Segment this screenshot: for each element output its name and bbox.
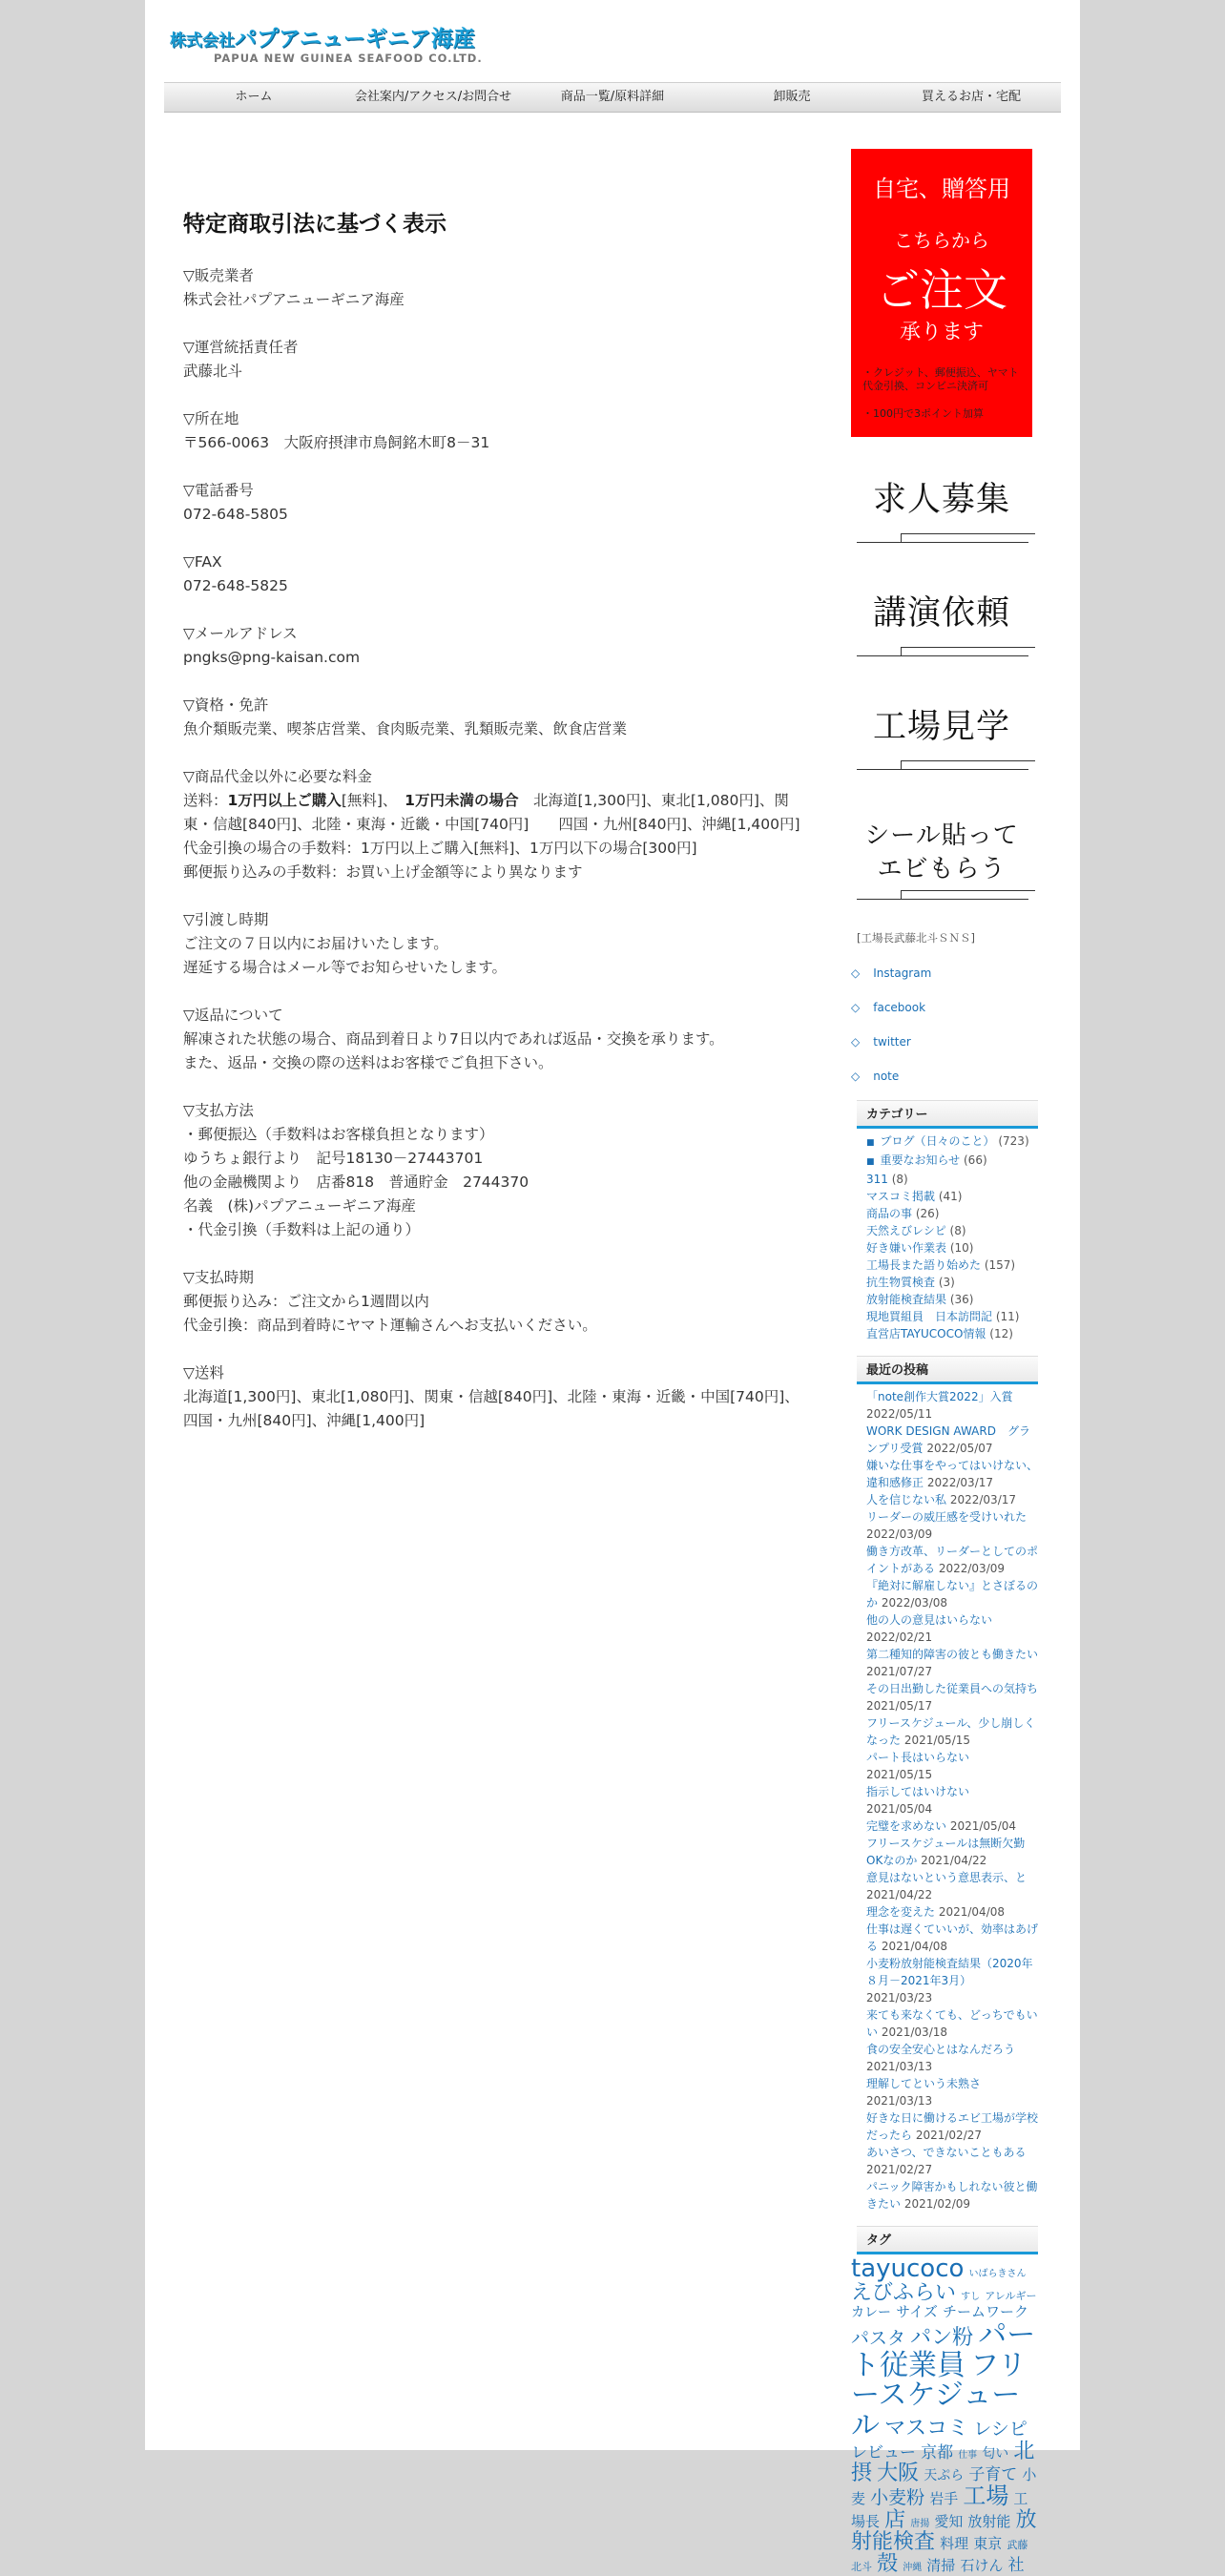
recent-posts-title: 最近の投稿 xyxy=(857,1356,1038,1384)
logo-english: PAPUA NEW GUINEA SEAFOOD CO.LTD. xyxy=(214,52,483,65)
tag-link[interactable]: 沖縄 xyxy=(903,2562,923,2573)
tag-link[interactable]: 小麦粉 xyxy=(870,2487,925,2509)
tag-link[interactable]: 料理 xyxy=(940,2534,969,2552)
recent-post-link[interactable]: 働き方改革、リーダーとしてのポイントがある xyxy=(866,1545,1039,1575)
section-heading: ▽送料 xyxy=(183,1364,224,1381)
tag-link[interactable]: サイズ xyxy=(896,2303,938,2321)
recent-post-link[interactable]: 仕事は遅くていいが、効率はあげる xyxy=(866,1922,1039,1953)
section-heading: ▽所在地 xyxy=(183,410,239,427)
shipping-fee-text xyxy=(183,789,803,837)
category-link[interactable]: 重要なお知らせ xyxy=(880,1153,961,1167)
banner-underline-decoration xyxy=(857,899,1028,900)
recent-post-item xyxy=(866,1646,1038,1680)
category-count: (41) xyxy=(938,1190,963,1203)
law-section xyxy=(183,765,803,884)
categories-title: カテゴリー xyxy=(857,1100,1038,1129)
tag-link[interactable]: 社 xyxy=(1007,2555,1025,2575)
category-link[interactable]: ブログ（日々のこと） xyxy=(880,1134,995,1148)
section-text: 北海道[1,300円]、東北[1,080円]、関東・信越[840円]、北陸・東海・近畿・中国[740円]、四国・九州[840円]、沖縄[1,400円] xyxy=(183,1388,799,1429)
section-line: 代金引換：商品到着時にヤマト運輸さんへお支払いください。 xyxy=(183,1317,597,1334)
section-line: 株式会社パプアニューギニア海産 xyxy=(183,291,405,308)
category-item xyxy=(866,1239,1038,1257)
recent-post-date: 2021/03/23 xyxy=(866,1991,933,2005)
recent-post-date: 2021/04/08 xyxy=(881,1940,948,1953)
tag-link[interactable]: 東京 xyxy=(973,2534,1003,2552)
diamond-bullet-icon: ◇ xyxy=(851,966,861,980)
recent-post-item xyxy=(866,1577,1038,1611)
category-link[interactable]: 天然えびレシピ xyxy=(866,1224,946,1237)
law-section xyxy=(183,264,803,312)
section-line: 072-648-5805 xyxy=(183,506,288,523)
recent-post-date: 2021/03/13 xyxy=(866,2060,933,2073)
recent-post-item xyxy=(866,1680,1038,1714)
category-link[interactable]: 311 xyxy=(866,1173,888,1186)
tag-cloud xyxy=(851,2256,1038,2575)
recent-post-link[interactable]: リーダーの威圧感を受けいれた xyxy=(866,1510,1028,1524)
section-heading: ▽資格・免許 xyxy=(183,696,269,714)
category-count: (12) xyxy=(989,1327,1013,1340)
category-item xyxy=(866,1132,1038,1152)
recent-post-date: 2022/03/09 xyxy=(938,1562,1006,1575)
law-section xyxy=(183,1361,803,1433)
recent-post-date: 2021/03/13 xyxy=(866,2094,933,2108)
tag-link[interactable]: フリースケジュール xyxy=(851,2348,1027,2442)
sticker-banner[interactable] xyxy=(851,820,1032,896)
recent-post-item xyxy=(866,2109,1038,2144)
law-section xyxy=(183,622,803,670)
recent-post-link[interactable]: パニック障害かもしれない彼と働きたい xyxy=(866,2180,1038,2211)
law-sections xyxy=(183,264,803,1433)
tag-link[interactable]: パート従業員 xyxy=(851,2318,1036,2382)
sns-note-link[interactable] xyxy=(851,1070,1042,1083)
section-heading: ▽返品について xyxy=(183,1007,283,1024)
diamond-bullet-icon: ◇ xyxy=(851,1035,861,1049)
recent-post-item xyxy=(866,1714,1038,1749)
section-heading: ▽メールアドレス xyxy=(183,625,298,642)
recent-post-item xyxy=(866,1749,1038,1783)
section-heading: ▽FAX xyxy=(183,553,222,571)
order-banner-line2: こちらから xyxy=(894,229,989,252)
recruit-banner-label: 求人募集 xyxy=(872,481,1010,519)
section-line: ・代金引換（手数料は上記の通り） xyxy=(183,1221,421,1238)
square-bullet-icon: ■ xyxy=(866,1138,875,1148)
recent-post-date: 2022/02/21 xyxy=(866,1631,933,1644)
tag-link[interactable]: 工場 xyxy=(963,2483,1009,2510)
section-heading: ▽運営統括責任者 xyxy=(183,339,299,356)
recent-post-item xyxy=(866,1388,1038,1423)
category-link[interactable]: マスコミ掲載 xyxy=(866,1190,936,1203)
sns-title: [工場長武藤北斗ＳＮＳ] xyxy=(857,931,975,945)
category-item xyxy=(866,1257,1038,1274)
recent-post-item xyxy=(866,1835,1038,1869)
section-line: ゆうちょ銀行より 記号18130－27443701 xyxy=(183,1150,484,1167)
section-line: 072-648-5825 xyxy=(183,577,288,594)
category-item xyxy=(866,1171,1038,1188)
tag-link[interactable]: 子育て xyxy=(968,2465,1018,2485)
recruit-banner[interactable] xyxy=(851,479,1032,551)
law-section xyxy=(183,551,803,598)
tag-link[interactable]: 小麦 xyxy=(851,2466,1037,2508)
recent-post-date: 2021/04/22 xyxy=(866,1888,933,1901)
nav-shops[interactable]: 買えるお店・宅配 xyxy=(921,90,1021,104)
recent-post-date: 2021/04/08 xyxy=(938,1905,1006,1919)
tag-link[interactable]: 京都 xyxy=(921,2443,954,2463)
recent-post-item xyxy=(866,1491,1038,1508)
tag-link[interactable]: マスコミ xyxy=(884,2416,969,2441)
tag-link[interactable]: 清掃 xyxy=(926,2556,956,2574)
main-content xyxy=(183,143,803,1457)
section-line: また、返品・交換の際の送料はお客様でご負担下さい。 xyxy=(183,1054,553,1071)
tag-link[interactable]: 愛知 xyxy=(934,2512,964,2530)
law-section xyxy=(183,1266,803,1338)
banner-underline-decoration xyxy=(857,655,1028,656)
recent-posts-widget xyxy=(857,1356,1038,2212)
tag-link[interactable]: tayucoco xyxy=(851,2254,965,2283)
recent-post-date: 2021/02/27 xyxy=(915,2129,983,2142)
recent-post-date: 2021/05/17 xyxy=(866,1699,933,1713)
category-link[interactable]: 放射能検査結果 xyxy=(866,1293,947,1306)
sns-instagram-link[interactable] xyxy=(851,966,1042,980)
sticker-banner-line1: シール貼って xyxy=(864,821,1019,850)
tag-link[interactable]: 唐揚 xyxy=(910,2518,930,2529)
page-title: 特定商取引法に基づく表示 xyxy=(183,212,446,237)
lecture-banner[interactable] xyxy=(851,592,1032,664)
section-line: 〒566-0063 大阪府摂津市鳥飼銘木町8－31 xyxy=(183,434,490,451)
recent-post-link[interactable]: 理念を変えた xyxy=(866,1905,936,1919)
sns-facebook-link[interactable] xyxy=(851,1001,1042,1014)
tag-link[interactable]: 仕事 xyxy=(958,2450,978,2462)
tag-link[interactable]: 石けん xyxy=(960,2556,1004,2574)
tag-link[interactable]: 天ぷら xyxy=(924,2468,965,2484)
tag-link[interactable]: 放射能 xyxy=(967,2512,1011,2530)
tag-link[interactable]: えびふらい xyxy=(851,2281,957,2306)
recent-post-link[interactable]: 第二種知的障害の彼とも働きたい xyxy=(866,1648,1039,1661)
recent-post-link[interactable]: 「note創作大賞2022」入賞 xyxy=(866,1390,1013,1403)
recent-post-date: 2022/03/17 xyxy=(926,1476,994,1489)
recent-post-link[interactable]: 意見はないという意思表示、と xyxy=(866,1871,1028,1884)
lecture-banner-label: 講演依頼 xyxy=(872,594,1010,633)
shipping-paid-condition: 1万円未満の場合 xyxy=(405,792,519,809)
nav-products[interactable]: 商品一覧/原料詳細 xyxy=(560,90,665,104)
recent-post-item xyxy=(866,1457,1038,1491)
order-banner-line3: ご注文 xyxy=(876,264,1007,316)
category-count: (157) xyxy=(984,1258,1016,1272)
section-line: pngks@png-kaisan.com xyxy=(183,649,361,666)
recent-post-link[interactable]: フリースケジュール、少し崩しくなった xyxy=(866,1716,1036,1747)
recent-post-link[interactable]: パート長はいらない xyxy=(866,1751,970,1764)
nav-company[interactable]: 会社案内/アクセス/お問合せ xyxy=(354,90,512,104)
section-line: 名義 (株)パプアニューギニア海産 xyxy=(183,1197,416,1215)
main-nav xyxy=(164,82,1061,113)
recent-post-item xyxy=(866,1921,1038,1955)
section-heading: ▽引渡し時期 xyxy=(183,911,269,928)
shipping-prefix: 送料： xyxy=(183,792,228,809)
recent-post-date: 2021/05/04 xyxy=(949,1819,1017,1833)
law-section xyxy=(183,694,803,741)
category-count: (723) xyxy=(998,1134,1029,1148)
section-heading: ▽商品代金以外に必要な料金 xyxy=(183,768,372,785)
recent-post-link[interactable]: 理解してという未熟さ xyxy=(866,2077,982,2090)
factory-tour-banner[interactable] xyxy=(851,706,1032,778)
recent-post-item xyxy=(866,1611,1038,1646)
category-item xyxy=(866,1205,1038,1222)
page xyxy=(145,0,1080,2576)
recent-post-item xyxy=(866,1818,1038,1835)
category-link[interactable]: 好き嫌い作業表 xyxy=(866,1241,947,1255)
tag-link[interactable]: 大阪 xyxy=(877,2462,920,2486)
law-section xyxy=(183,1099,803,1242)
tag-link[interactable]: パスタ xyxy=(851,2328,906,2350)
recent-post-link[interactable]: 来ても来なくても、どっちでもいい xyxy=(866,2008,1038,2039)
category-item xyxy=(866,1188,1038,1205)
category-count: (36) xyxy=(949,1293,974,1306)
category-count: (8) xyxy=(891,1173,908,1186)
tag-link[interactable]: いばらきさん xyxy=(968,2269,1027,2279)
company-logo[interactable] xyxy=(170,21,513,69)
tag-link[interactable]: 放射能検査 xyxy=(851,2507,1037,2554)
recent-post-link[interactable]: 好きな日に働けるエビ工場が学校だったら xyxy=(866,2111,1039,2142)
recent-post-item xyxy=(866,2041,1038,2075)
recent-post-item xyxy=(866,1423,1038,1457)
logo-japanese xyxy=(170,21,513,52)
recent-post-date: 2021/05/15 xyxy=(866,1768,933,1781)
category-count: (66) xyxy=(964,1153,987,1167)
law-section xyxy=(183,479,803,527)
recent-post-link[interactable]: 小麦粉放射能検査結果（2020年８月－2021年3月） xyxy=(866,1957,1033,1987)
recent-post-item xyxy=(866,2006,1038,2041)
nav-wholesale[interactable]: 卸販売 xyxy=(773,90,811,104)
recent-post-item xyxy=(866,1955,1038,2006)
recent-post-date: 2022/03/08 xyxy=(881,1596,948,1610)
section-line: 代金引換の場合の手数料：1万円以上ご購入[無料]、1万円以下の場合[300円] xyxy=(183,840,697,857)
shipping-free-condition: 1万円以上ご購入 xyxy=(227,792,342,809)
order-banner-line4: 承ります xyxy=(899,321,984,344)
recent-posts-list xyxy=(857,1388,1038,2212)
recent-post-link[interactable]: その日出勤した従業員への気持ち xyxy=(866,1682,1039,1695)
recent-post-item xyxy=(866,2075,1038,2109)
recent-post-date: 2021/05/04 xyxy=(866,1802,933,1816)
section-line: 魚介類販売業、喫茶店営業、食肉販売業、乳類販売業、飲食店営業 xyxy=(183,720,628,737)
section-heading: ▽販売業者 xyxy=(183,267,254,284)
section-line: 郵便振り込みの手数料：お買い上げ金額等により異なります xyxy=(183,863,583,881)
recent-post-link[interactable]: 人を信じない私 xyxy=(866,1493,947,1506)
tag-link[interactable]: レシピ xyxy=(973,2418,1028,2440)
category-count: (3) xyxy=(938,1276,955,1289)
category-link[interactable]: 工場長また語り始めた xyxy=(866,1258,982,1272)
sns-label: note xyxy=(873,1070,900,1083)
tag-link[interactable]: 工場長 xyxy=(851,2490,1028,2530)
category-item xyxy=(866,1308,1038,1325)
logo-prefix: 株式会社 xyxy=(170,31,235,51)
category-item xyxy=(866,1274,1038,1291)
sns-label: facebook xyxy=(873,1001,926,1014)
nav-home[interactable]: ホーム xyxy=(235,90,273,104)
category-count: (11) xyxy=(995,1310,1020,1323)
category-link[interactable]: 直営店TAYUCOCO情報 xyxy=(866,1327,986,1340)
category-count: (8) xyxy=(949,1224,966,1237)
recent-post-date: 2022/03/17 xyxy=(949,1493,1017,1506)
recent-post-link[interactable]: 食の安全安心とはなんだろう xyxy=(866,2043,1016,2056)
section-line: 他の金融機関より 店番818 普通貯金 2744370 xyxy=(183,1174,529,1191)
category-link[interactable]: 現地買組員 日本訪問記 xyxy=(866,1310,993,1323)
recent-post-date: 2021/04/22 xyxy=(921,1854,987,1867)
tag-link[interactable]: 匂い xyxy=(982,2446,1009,2462)
tag-link[interactable]: カレー xyxy=(851,2305,891,2321)
recent-post-item xyxy=(866,1543,1038,1577)
tag-link[interactable]: すし xyxy=(961,2292,981,2303)
category-item xyxy=(866,1152,1038,1171)
section-line: 遅延する場合はメール等でお知らせいたします。 xyxy=(183,959,507,976)
recent-post-link[interactable]: 指示してはいけない xyxy=(866,1785,970,1798)
tag-link[interactable]: レビュー xyxy=(851,2443,916,2463)
law-section xyxy=(183,336,803,384)
recent-post-date: 2022/05/11 xyxy=(866,1407,933,1421)
sidebar xyxy=(851,149,1042,2575)
recent-post-link[interactable]: WORK DESIGN AWARD グランプリ受賞 xyxy=(866,1424,1030,1455)
tag-link[interactable]: 武藤北斗 xyxy=(851,2538,1028,2573)
category-link[interactable]: 商品の事 xyxy=(866,1207,913,1220)
section-line: 武藤北斗 xyxy=(183,363,243,380)
sns-label: twitter xyxy=(873,1035,911,1049)
order-banner[interactable] xyxy=(851,149,1032,437)
recent-post-link[interactable]: 『絶対に解雇しない』とさぼるのか xyxy=(866,1579,1039,1610)
diamond-bullet-icon: ◇ xyxy=(851,1070,861,1083)
square-bullet-icon: ■ xyxy=(866,1157,875,1167)
sns-twitter-link[interactable] xyxy=(851,1035,1042,1049)
section-heading: ▽電話番号 xyxy=(183,482,254,499)
section-line: ご注文の７日以内にお届けいたします。 xyxy=(183,935,448,952)
categories-list xyxy=(857,1132,1038,1342)
category-link[interactable]: 抗生物質検査 xyxy=(866,1276,936,1289)
law-section xyxy=(183,407,803,455)
banner-underline-decoration xyxy=(857,542,1028,543)
recent-post-date: 2021/02/09 xyxy=(903,2197,971,2211)
sns-label: Instagram xyxy=(873,966,932,980)
recent-post-date: 2021/03/18 xyxy=(881,2025,948,2039)
shipping-free-value: [無料]、 xyxy=(341,792,405,809)
recent-post-item xyxy=(866,1869,1038,1903)
recent-post-item xyxy=(866,2178,1038,2212)
section-line: 郵便振り込み：ご注文から1週間以内 xyxy=(183,1293,429,1310)
recent-post-date: 2022/03/09 xyxy=(866,1527,933,1541)
law-section xyxy=(183,1004,803,1075)
tag-link[interactable]: パン粉 xyxy=(910,2326,974,2351)
tag-link[interactable]: チームワーク xyxy=(943,2303,1029,2321)
categories-widget xyxy=(857,1100,1038,1342)
recent-post-link[interactable]: 完璧を求めない xyxy=(866,1819,947,1833)
section-line: 解凍された状態の場合、商品到着日より7日以内であれば返品・交換を承ります。 xyxy=(183,1030,724,1048)
recent-post-link[interactable]: 嫌いな仕事をやってはいけない、違和感修正 xyxy=(866,1459,1039,1489)
tag-link[interactable]: 岩手 xyxy=(929,2490,959,2508)
order-banner-points: ・100円で3ポイント加算 xyxy=(862,407,984,420)
factory-tour-banner-label: 工場見学 xyxy=(872,708,1010,746)
diamond-bullet-icon: ◇ xyxy=(851,1001,861,1014)
category-count: (10) xyxy=(949,1241,974,1255)
recent-post-date: 2021/02/27 xyxy=(866,2163,933,2176)
recent-post-link[interactable]: 他の人の意見はいらない xyxy=(866,1613,993,1627)
banner-underline-decoration xyxy=(857,769,1028,770)
recent-post-item xyxy=(866,1903,1038,1921)
tags-widget xyxy=(851,2226,1038,2575)
sticker-banner-line2: エビもらう xyxy=(877,855,1007,883)
recent-post-item xyxy=(866,1508,1038,1543)
recent-post-date: 2021/07/27 xyxy=(866,1665,933,1678)
section-heading: ▽支払方法 xyxy=(183,1102,254,1119)
category-item xyxy=(866,1291,1038,1308)
order-banner-payment: ・クレジット、郵便振込、ヤマト代金引換、コンビニ決済可 xyxy=(862,366,1019,392)
category-count: (26) xyxy=(915,1207,940,1220)
category-item xyxy=(866,1325,1038,1342)
law-section xyxy=(183,908,803,980)
shipping-rates: 北海道[1,300円]、東北[1,080円]、関東・信越[840円]、北陸・東海・近畿・中国[740円] 四国・九州[840円]、沖縄[1,400円] xyxy=(183,792,800,833)
recent-post-date: 2021/05/15 xyxy=(903,1734,971,1747)
recent-post-link[interactable]: あいさつ、できないこともある xyxy=(866,2146,1027,2159)
tag-link[interactable]: 店 xyxy=(884,2507,906,2532)
order-banner-line1: 自宅、贈答用 xyxy=(873,176,1010,202)
recent-post-item xyxy=(866,1783,1038,1818)
tags-title: タグ xyxy=(857,2226,1038,2254)
recent-post-link[interactable]: フリースケジュールは無断欠勤OKなのか xyxy=(866,1837,1026,1867)
recent-post-date: 2022/05/07 xyxy=(926,1442,993,1455)
tag-link[interactable]: 殻 xyxy=(877,2551,899,2576)
tag-link[interactable]: 北摂 xyxy=(851,2440,1035,2486)
section-heading: ▽支払時期 xyxy=(183,1269,254,1286)
section-line: ・郵便振込（手数料はお客様負担となります） xyxy=(183,1126,494,1143)
category-item xyxy=(866,1222,1038,1239)
recent-post-item xyxy=(866,2144,1038,2178)
logo-name: パプアニューギニア海産 xyxy=(235,27,475,52)
tag-link[interactable]: アレルギー xyxy=(985,2290,1037,2303)
